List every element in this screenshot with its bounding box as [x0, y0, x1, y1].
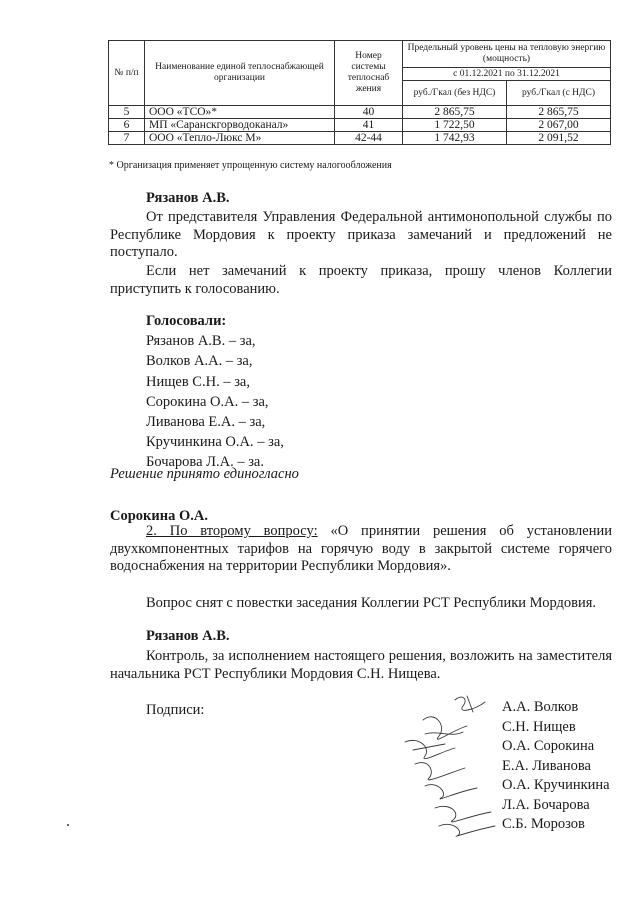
signer-name: Е.А. Ливанова	[502, 757, 591, 774]
cell-org: ООО «ТСО»*	[145, 106, 335, 119]
signer-name: С.Н. Нищев	[502, 718, 576, 735]
cell-num: 5	[109, 106, 145, 119]
signer-name: О.А. Кручинкина	[502, 777, 610, 793]
col-header-with-vat: руб./Гкал (с НДС)	[507, 81, 611, 106]
signer-name: А.А. Волков	[502, 699, 579, 715]
col-header-system: Номер системы теплоснаб жения	[335, 41, 403, 106]
table-row	[109, 132, 611, 145]
cell-no-vat: 2 865,75	[403, 106, 507, 119]
cell-num: 6	[109, 119, 145, 132]
cell-num: 7	[109, 132, 145, 145]
cell-system: 42-44	[335, 132, 403, 145]
cell-with-vat: 2 091,52	[507, 132, 611, 145]
cell-no-vat: 1 742,93	[403, 132, 507, 145]
question-2-label: 2. По второму вопросу:	[146, 523, 318, 539]
cell-system: 40	[335, 106, 403, 119]
cell-org: ООО «Тепло-Люкс М»	[145, 132, 335, 145]
vote-heading: Голосовали:	[146, 313, 227, 329]
table-row	[109, 106, 611, 119]
question-2-text: «О принятии решения об установлении двухкомпонентных тарифов на горячую воду в закрытой системе горячего водоснабжения на территории Республики Мордовия».	[110, 523, 613, 574]
cell-org: МП «Саранскгорводоканал»	[145, 119, 335, 132]
tariff-table	[108, 40, 611, 145]
removed-from-agenda: Вопрос снят с повестки заседания Коллегии РСТ Республики Мордовия.	[146, 595, 597, 611]
paragraph-question-2	[110, 523, 612, 576]
col-header-price: Предельный уровень цены на тепловую энергию (мощность)	[403, 41, 611, 68]
signer-name: О.А. Сорокина	[502, 738, 595, 754]
signer-name: С.Б. Морозов	[502, 816, 585, 832]
paragraph-vote-call: Если нет замечаний к проекту приказа, прошу членов Коллегии приступить к голосованию.	[110, 263, 612, 297]
signatures-label: Подписи:	[146, 702, 205, 718]
vote-item: Волков А.А. – за,	[146, 353, 253, 370]
vote-item: Бочарова Л.А. – за.	[146, 454, 264, 471]
speaker-heading: Сорокина О.А.	[110, 508, 208, 524]
table-footnote: * Организация применяет упрощенную систему налогообложения	[109, 160, 392, 171]
speaker-heading: Рязанов А.В.	[146, 628, 230, 644]
paragraph-antimonopoly: От представителя Управления Федеральной антимонопольной службы по Республике Мордовия к проекту приказа замечаний и предложений не поступало.	[110, 209, 612, 260]
signers-list	[502, 698, 610, 835]
cell-with-vat: 2 067,00	[507, 119, 611, 132]
vote-item: Сорокина О.А. – за,	[146, 393, 269, 410]
vote-list	[146, 311, 284, 473]
decision-text: Решение принято единогласно	[110, 466, 299, 482]
col-header-no-vat: руб./Гкал (без НДС)	[403, 81, 507, 106]
scan-speck	[67, 824, 69, 826]
handwritten-signatures-image	[395, 690, 505, 840]
signer-name: Л.А. Бочарова	[502, 796, 590, 813]
vote-item: Кручинкина О.А. – за,	[146, 434, 284, 451]
cell-no-vat: 1 722,50	[403, 119, 507, 132]
col-header-num: № п/п	[109, 41, 145, 106]
cell-with-vat: 2 865,75	[507, 106, 611, 119]
speaker-heading: Рязанов А.В.	[146, 190, 230, 206]
col-header-period: с 01.12.2021 по 31.12.2021	[403, 68, 611, 81]
vote-item: Рязанов А.В. – за,	[146, 333, 256, 350]
paragraph-control: Контроль, за исполнением настоящего решения, возложить на заместителя начальника РСТ Республики Мордовия С.Н. Нищева.	[110, 648, 612, 682]
vote-item: Нищев С.Н. – за,	[146, 373, 250, 390]
table-row	[109, 119, 611, 132]
vote-item: Ливанова Е.А. – за,	[146, 414, 266, 431]
cell-system: 41	[335, 119, 403, 132]
col-header-org: Наименование единой теплоснабжающей организации	[145, 41, 335, 106]
